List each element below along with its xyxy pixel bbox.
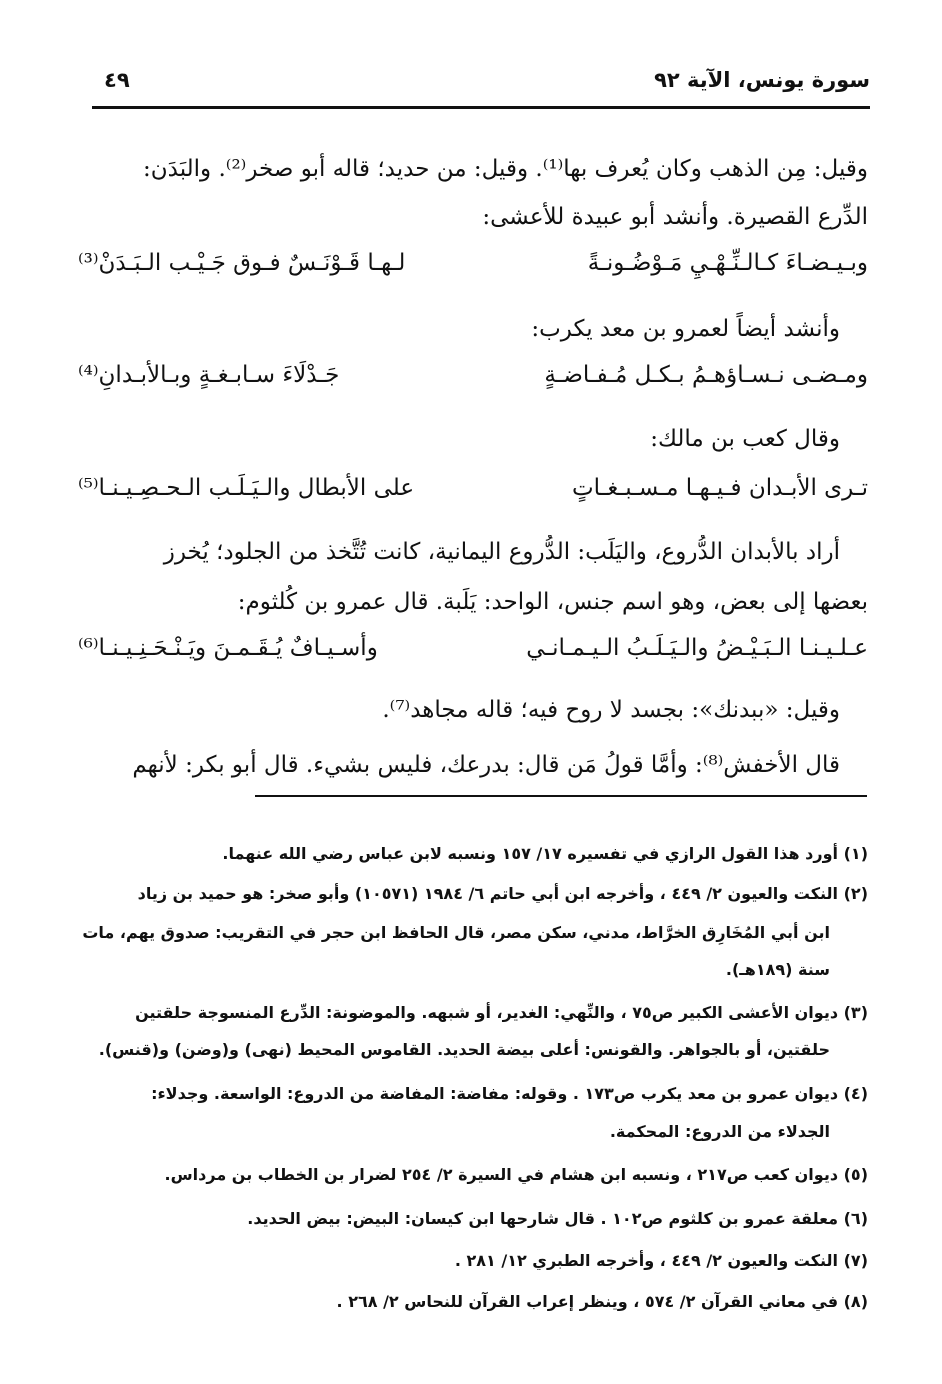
body-line: قال الأخفش⁽⁸⁾: وأمَّا قولُ مَن قال: بدرعك، فليس بشيء. قال أبو بكر: لأنهم	[132, 752, 840, 778]
footnote: (٦) معلقة عمرو بن كلثوم ص١٠٢ . قال شارحها ابن كيسان: البيض: بيض الحديد.	[247, 1209, 868, 1228]
page-header	[92, 66, 870, 109]
footnote: حلقتين، أو بالجواهر. والقونس: أعلى بيضة الحديد. القاموس المحيط (نهى) و(وضن) و(قنس).	[98, 1040, 830, 1059]
footnote: (٧) النكت والعيون ٢/ ٤٤٩ ، وأخرجه الطبري ١٢/ ٢٨١ .	[454, 1251, 868, 1270]
verse-first-hemistich: وبـيـضـاءَ كـالـنِّـهْـيِ مَـوْضُـونـةً	[587, 250, 868, 276]
running-title: سورة يونس، الآية ٩٢	[654, 68, 870, 92]
body-line: أراد بالأبدان الدُّروع، واليَلَب: الدُّروع اليمانية، كانت تُتَّخذ من الجلود؛ يُخرز	[163, 539, 840, 565]
verse-second-hemistich: لـهـا قَـوْنَـسٌ فـوق جَـيْـب الـبَـدَنْ⁽³⁾	[78, 250, 406, 276]
verse-line	[78, 250, 868, 290]
body-line: بعضها إلى بعض، وهو اسم جنس، الواحد: يَلَبة. قال عمرو بن كُلثوم:	[237, 589, 868, 615]
verse-second-hemistich: وأسـيـافٌ يُـقَـمـنَ ويَـنْـحَـنِـيـنـا⁽⁶⁾	[78, 635, 378, 661]
verse-first-hemistich: عـلـيـنـا الـبَـيْـضُ والـيَـلَـبُ الـيـمـانـي	[526, 635, 868, 661]
verse-first-hemistich: تـرى الأبـدان فـيـهـا مـسـبـغـاتٍ	[571, 475, 868, 501]
verse-first-hemistich: ومـضـى نـسـاؤهـمُ بـكـل مُـفـاضـةٍ	[544, 362, 868, 388]
body-line: وأنشد أيضاً لعمرو بن معد يكرب:	[531, 316, 840, 342]
footnote-separator	[255, 795, 867, 797]
footnote: (٥) ديوان كعب ص٢١٧ ، ونسبه ابن هشام في السيرة ٢/ ٢٥٤ لضرار بن الخطاب بن مرداس.	[164, 1165, 868, 1184]
body-line: الدِّرع القصيرة. وأنشد أبو عبيدة للأعشى:	[482, 204, 868, 230]
footnote: (١) أورد هذا القول الرازي في تفسيره ١٧/ ١٥٧ ونسبه لابن عباس رضي الله عنهما.	[222, 844, 868, 863]
verse-second-hemistich: جَـدْلَاءَ سـابـغـةٍ وبـالأبـدانِ⁽⁴⁾	[78, 362, 340, 388]
verse-line	[78, 635, 868, 675]
footnote: (٨) في معاني القرآن ٢/ ٥٧٤ ، وينظر إعراب القرآن للنحاس ٢/ ٢٦٨ .	[336, 1292, 868, 1311]
verse-second-hemistich: على الأبطال والـيَـلَـب الـحـصِـيـنـا⁽⁵⁾	[78, 475, 415, 501]
verse-line	[78, 475, 868, 515]
verse-line	[78, 362, 868, 402]
footnote: (٣) ديوان الأعشى الكبير ص٧٥ ، والنِّهي: الغدير، أو شبهه. والموضونة: الدِّرع المنسوجة حلقتين	[135, 1003, 868, 1022]
body-line: وقال كعب بن مالك:	[650, 426, 840, 452]
footnote: (٢) النكت والعيون ٢/ ٤٤٩ ، وأخرجه ابن أبي حاتم ٦/ ١٩٨٤ (١٠٥٧١) وأبو صخر: هو حميد بن زياد	[137, 884, 868, 903]
page-number: ٤٩	[104, 68, 130, 92]
footnote: ابن أبي المُخَارِق الخرَّاط، مدني، سكن مصر، قال الحافظ ابن حجر في التقريب: صدوق يهم، مات	[82, 923, 830, 942]
footnote: سنة (١٨٩هـ).	[725, 960, 830, 979]
body-line: وقيل: «ببدنك»: بجسد لا روح فيه؛ قاله مجاهد⁽⁷⁾.	[382, 697, 840, 723]
footnote: (٤) ديوان عمرو بن معد يكرب ص١٧٣ . وقوله: مفاضة: المفاضة من الدروع: الواسعة. وجدلاء:	[151, 1084, 868, 1103]
footnote: الجدلاء من الدروع: المحكمة.	[609, 1122, 830, 1141]
body-line: وقيل: مِن الذهب وكان يُعرف بها⁽¹⁾. وقيل: من حديد؛ قاله أبو صخر⁽²⁾. والبَدَن:	[143, 156, 868, 182]
